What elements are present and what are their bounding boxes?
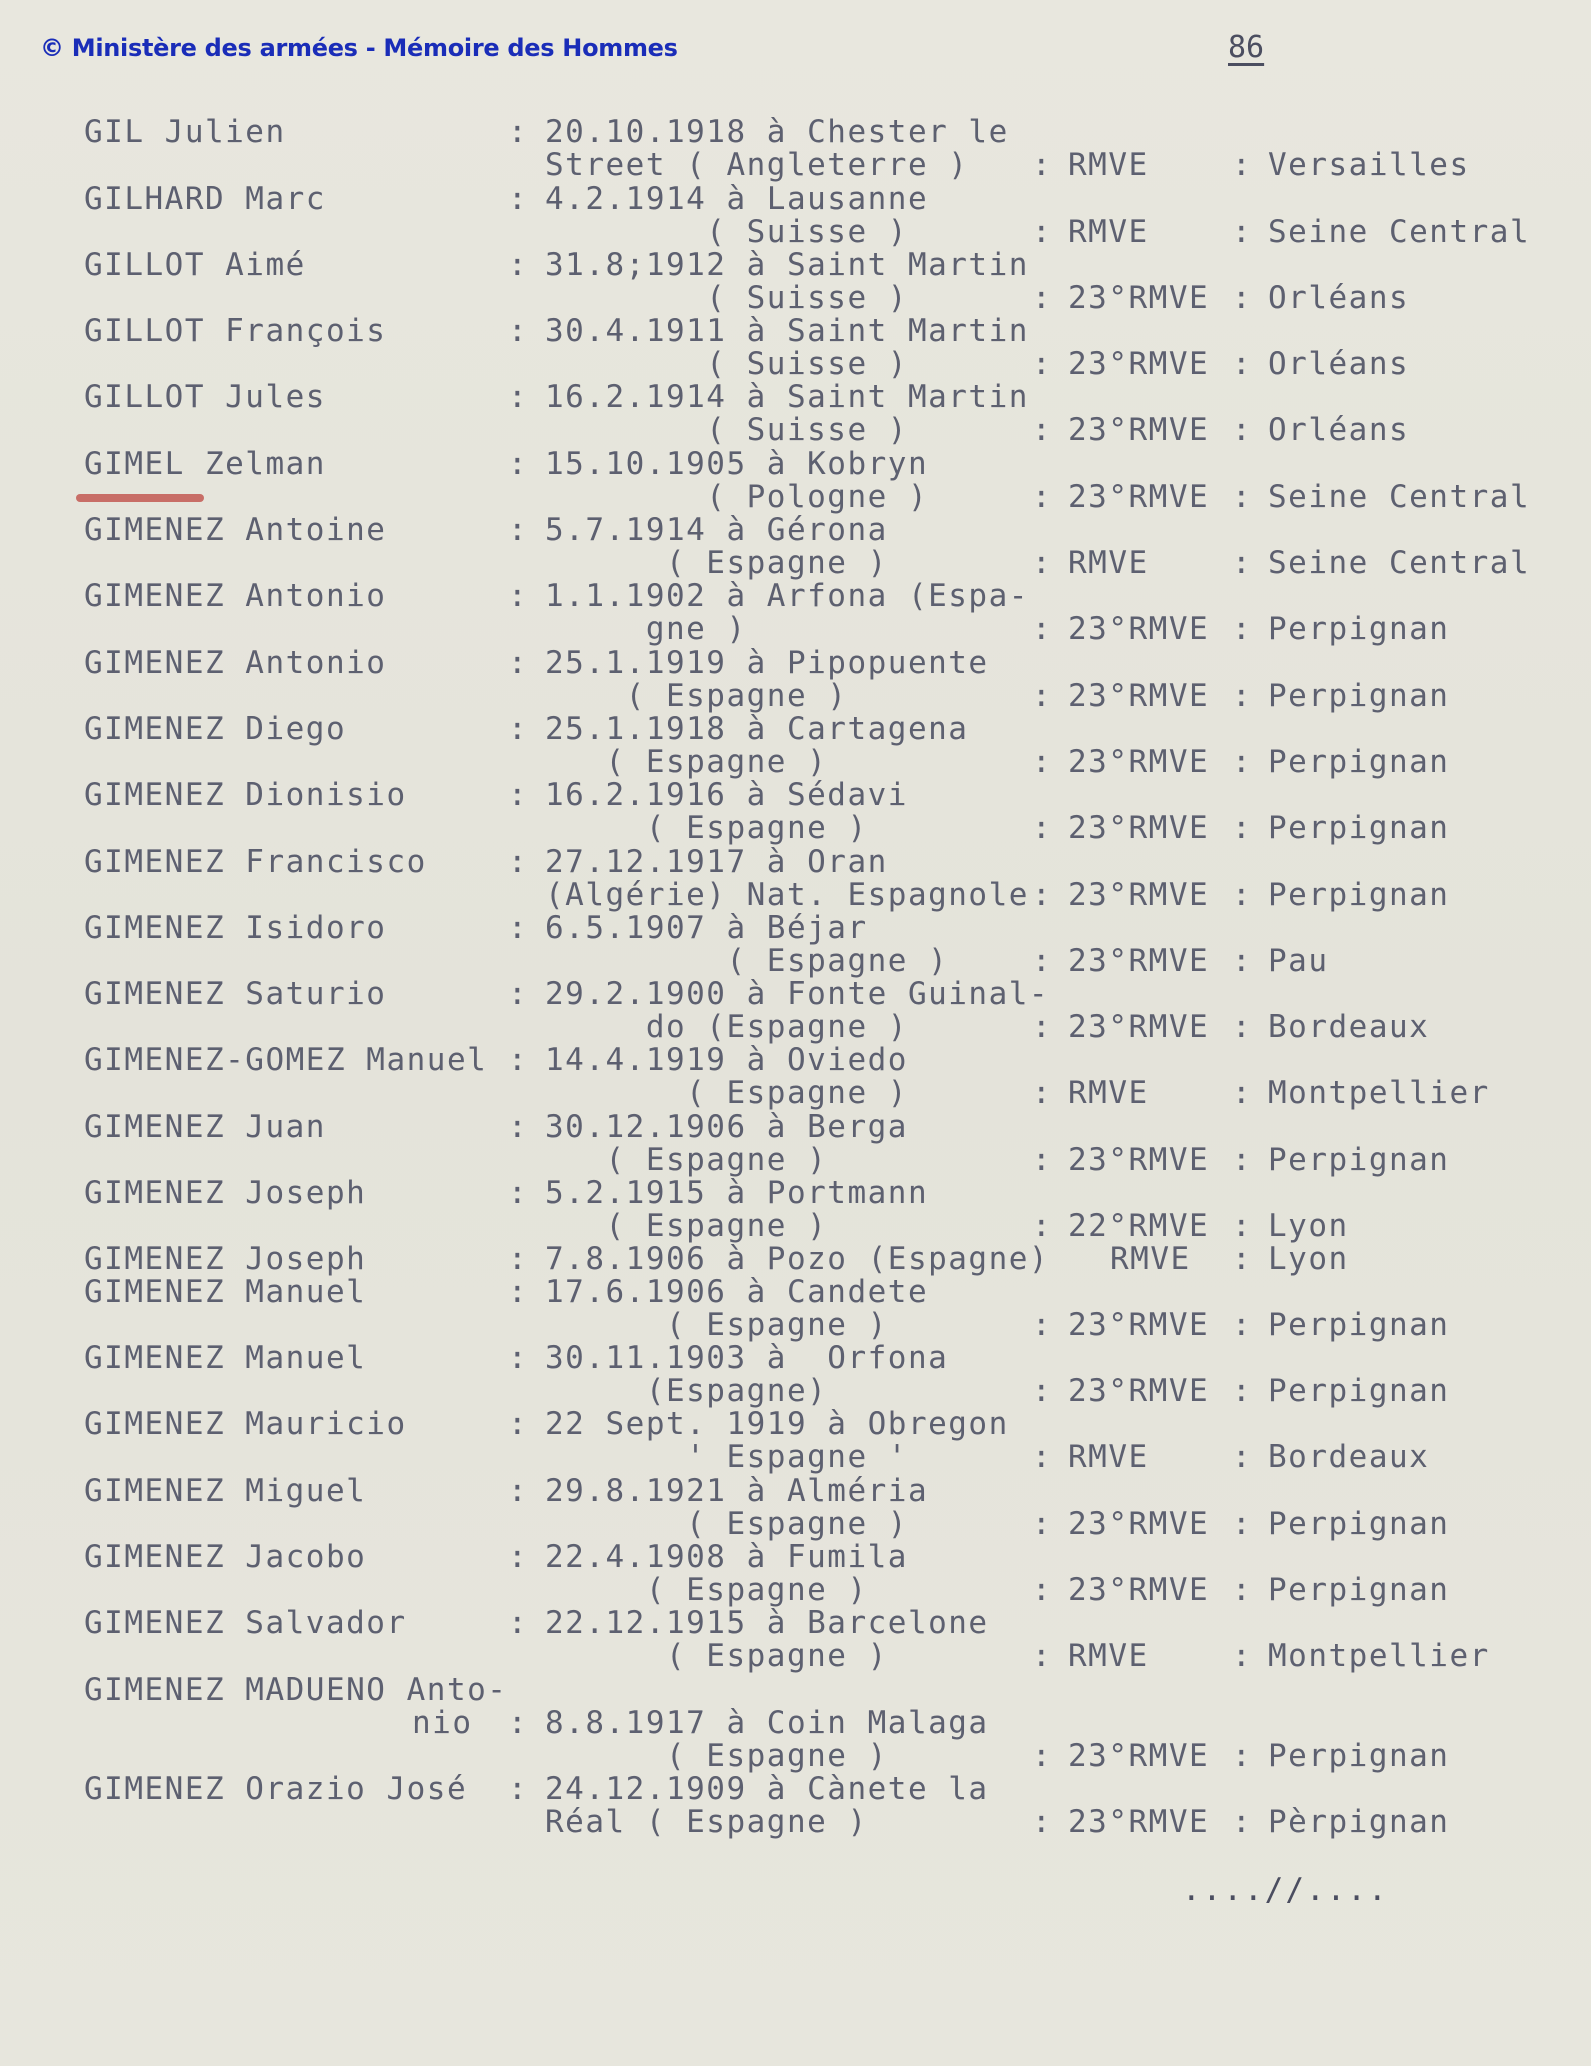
- person-name: GILLOT François: [84, 313, 387, 349]
- person-name: GIMENEZ Joseph: [84, 1241, 367, 1277]
- regiment: 23°RMVE: [1068, 1738, 1210, 1774]
- birth-info-cont: do (Espagne ): [545, 1009, 908, 1045]
- place: Pèrpignan: [1268, 1804, 1450, 1840]
- birth-info: 25.1.1918 à Cartagena: [545, 711, 969, 747]
- separator: :: [1032, 611, 1053, 647]
- separator: :: [1032, 280, 1053, 316]
- person-name: GIMENEZ Joseph: [84, 1175, 367, 1211]
- regiment: 23°RMVE: [1068, 1804, 1210, 1840]
- list-item: [0, 116, 1591, 182]
- birth-info-cont: ( Espagne ): [545, 1638, 888, 1674]
- separator: :: [508, 910, 529, 946]
- birth-info: 27.12.1917 à Oran: [545, 844, 888, 880]
- person-name: GIMENEZ Antonio: [84, 645, 387, 681]
- person-name: GILHARD Marc: [84, 181, 326, 217]
- separator: :: [508, 976, 529, 1012]
- place: Perpignan: [1268, 810, 1450, 846]
- person-name: GIMENEZ Diego: [84, 711, 347, 747]
- place: Perpignan: [1268, 1307, 1450, 1343]
- birth-info-cont: ( Espagne ): [545, 545, 888, 581]
- birth-info-cont: Street ( Angleterre ): [545, 147, 969, 183]
- separator: :: [508, 1539, 529, 1575]
- birth-info: 5.7.1914 à Gérona: [545, 512, 888, 548]
- list-item: [0, 249, 1591, 315]
- separator: :: [1232, 346, 1253, 382]
- separator: :: [508, 446, 529, 482]
- list-item: [0, 1243, 1591, 1276]
- list-item: [0, 912, 1591, 978]
- separator: :: [1032, 810, 1053, 846]
- birth-info-cont: ( Espagne ): [545, 1506, 908, 1542]
- birth-info-cont: ( Suisse ): [545, 346, 908, 382]
- person-name: GIMENEZ Dionisio: [84, 777, 407, 813]
- person-name: GIMENEZ Antonio: [84, 578, 387, 614]
- birth-info: 7.8.1906 à Pozo (Espagne): [545, 1241, 1050, 1277]
- list-item: [0, 647, 1591, 713]
- separator: :: [1232, 1572, 1253, 1608]
- birth-info: 15.10.1905 à Kobryn: [545, 446, 929, 482]
- birth-info: 24.12.1909 à Cànete la: [545, 1771, 989, 1807]
- separator: :: [1232, 1506, 1253, 1542]
- regiment: 23°RMVE: [1068, 810, 1210, 846]
- place: Perpignan: [1268, 1572, 1450, 1608]
- place: Pau: [1268, 943, 1329, 979]
- separator: :: [1232, 280, 1253, 316]
- separator: :: [508, 247, 529, 283]
- birth-info-cont: gne ): [545, 611, 747, 647]
- birth-info: 4.2.1914 à Lausanne: [545, 181, 929, 217]
- separator: :: [1032, 943, 1053, 979]
- separator: :: [1232, 545, 1253, 581]
- person-name: GIMENEZ Mauricio: [84, 1406, 407, 1442]
- birth-info-cont: ( Espagne ): [545, 1572, 868, 1608]
- separator: :: [1232, 1373, 1253, 1409]
- list-item: [0, 448, 1591, 514]
- separator: :: [1232, 744, 1253, 780]
- place: Versailles: [1268, 147, 1470, 183]
- separator: :: [1232, 943, 1253, 979]
- person-name: GIMENEZ Saturio: [84, 976, 387, 1012]
- birth-info-cont: ( Espagne ): [545, 1142, 828, 1178]
- birth-info: 30.4.1911 à Saint Martin: [545, 313, 1029, 349]
- separator: :: [1232, 1208, 1253, 1244]
- birth-info-cont: ( Suisse ): [545, 214, 908, 250]
- birth-info-cont: ( Espagne ): [545, 678, 848, 714]
- place: Perpignan: [1268, 678, 1450, 714]
- regiment: RMVE: [1068, 1439, 1149, 1475]
- separator: :: [1232, 810, 1253, 846]
- separator: :: [1232, 1439, 1253, 1475]
- place: Bordeaux: [1268, 1009, 1430, 1045]
- person-name: GIMENEZ Antoine: [84, 512, 387, 548]
- separator: :: [508, 777, 529, 813]
- list-item: [0, 1607, 1591, 1673]
- list-item: [0, 1475, 1591, 1541]
- person-name: GILLOT Aimé: [84, 247, 306, 283]
- birth-info: 20.10.1918 à Chester le: [545, 114, 1009, 150]
- separator: :: [1032, 744, 1053, 780]
- regiment: 23°RMVE: [1068, 1307, 1210, 1343]
- separator: :: [1232, 214, 1253, 250]
- regiment: RMVE: [1068, 545, 1149, 581]
- separator: :: [508, 1605, 529, 1641]
- regiment: RMVE: [1068, 147, 1149, 183]
- regiment: 23°RMVE: [1068, 678, 1210, 714]
- separator: :: [1032, 1572, 1053, 1608]
- birth-info-cont: (Espagne): [545, 1373, 828, 1409]
- birth-info-cont: ( Espagne ): [545, 810, 868, 846]
- list-item: [0, 846, 1591, 912]
- separator: :: [508, 1175, 529, 1211]
- list-item: [0, 580, 1591, 646]
- continuation-marker: ....//....: [1182, 1872, 1389, 1908]
- regiment: 23°RMVE: [1068, 877, 1210, 913]
- list-item: [0, 1044, 1591, 1110]
- birth-info-cont: (Algérie) Nat. Espagnole: [545, 877, 1029, 913]
- birth-info: 22.12.1915 à Barcelone: [545, 1605, 989, 1641]
- person-name: GIL Julien: [84, 114, 286, 150]
- list-item: [0, 1342, 1591, 1408]
- birth-info-cont: ( Suisse ): [545, 280, 908, 316]
- person-name-cont: nio: [412, 1705, 473, 1741]
- person-name: GIMENEZ Francisco: [84, 844, 427, 880]
- birth-info: 17.6.1906 à Candete: [545, 1274, 929, 1310]
- place: Orléans: [1268, 346, 1410, 382]
- separator: :: [1232, 877, 1253, 913]
- place: Perpignan: [1268, 611, 1450, 647]
- separator: :: [1032, 1142, 1053, 1178]
- separator: :: [508, 1340, 529, 1376]
- copyright-watermark: © Ministère des armées - Mémoire des Hommes: [40, 34, 678, 62]
- birth-info: 29.8.1921 à Alméria: [545, 1473, 929, 1509]
- separator: :: [508, 1241, 529, 1277]
- birth-info: 8.8.1917 à Coin Malaga: [545, 1705, 989, 1741]
- separator: :: [1032, 545, 1053, 581]
- separator: :: [1232, 611, 1253, 647]
- separator: :: [1032, 1638, 1053, 1674]
- birth-info-cont: ( Espagne ): [545, 1075, 908, 1111]
- birth-info-cont: ' Espagne ': [545, 1439, 908, 1475]
- regiment: 23°RMVE: [1068, 1142, 1210, 1178]
- separator: :: [1032, 412, 1053, 448]
- birth-info: 14.4.1919 à Oviedo: [545, 1042, 908, 1078]
- birth-info-cont: ( Espagne ): [545, 744, 828, 780]
- separator: :: [1032, 1506, 1053, 1542]
- place: Orléans: [1268, 280, 1410, 316]
- regiment: 23°RMVE: [1068, 412, 1210, 448]
- separator: :: [1032, 1208, 1053, 1244]
- separator: :: [1032, 1804, 1053, 1840]
- person-name: GIMENEZ Isidoro: [84, 910, 387, 946]
- place: Lyon: [1268, 1208, 1349, 1244]
- list-item: [0, 1276, 1591, 1342]
- list-item: [0, 1177, 1591, 1243]
- list-item-cont: [0, 1707, 1591, 1773]
- separator: :: [1032, 1009, 1053, 1045]
- separator: :: [1032, 1373, 1053, 1409]
- regiment: 23°RMVE: [1068, 1572, 1210, 1608]
- place: Bordeaux: [1268, 1439, 1430, 1475]
- person-name: GIMENEZ Salvador: [84, 1605, 407, 1641]
- regiment: 23°RMVE: [1068, 1373, 1210, 1409]
- birth-info-cont: ( Espagne ): [545, 943, 949, 979]
- separator: :: [1032, 1738, 1053, 1774]
- place: Montpellier: [1268, 1638, 1490, 1674]
- regiment: RMVE: [1068, 214, 1149, 250]
- regiment: 23°RMVE: [1068, 744, 1210, 780]
- separator: :: [508, 1274, 529, 1310]
- separator: :: [508, 313, 529, 349]
- separator: :: [508, 578, 529, 614]
- birth-info: 6.5.1907 à Béjar: [545, 910, 868, 946]
- separator: :: [508, 844, 529, 880]
- regiment: 23°RMVE: [1068, 346, 1210, 382]
- regiment: 23°RMVE: [1068, 1009, 1210, 1045]
- birth-info: 1.1.1902 à Arfona (Espa-: [545, 578, 1029, 614]
- separator: :: [1032, 214, 1053, 250]
- place: Perpignan: [1268, 1738, 1450, 1774]
- list-item: [0, 779, 1591, 845]
- regiment: 23°RMVE: [1068, 280, 1210, 316]
- birth-info: 29.2.1900 à Fonte Guinal-: [545, 976, 1050, 1012]
- person-name: GIMENEZ Orazio José: [84, 1771, 468, 1807]
- birth-info: 16.2.1914 à Saint Martin: [545, 379, 1029, 415]
- birth-info: 25.1.1919 à Pipopuente: [545, 645, 989, 681]
- birth-info-cont: ( Espagne ): [545, 1738, 888, 1774]
- person-name: GILLOT Jules: [84, 379, 326, 415]
- separator: :: [1232, 479, 1253, 515]
- list-item: [0, 1773, 1591, 1839]
- list-item: [0, 978, 1591, 1044]
- place: Seine Central: [1268, 479, 1531, 515]
- place: Lyon: [1268, 1241, 1349, 1277]
- separator: :: [1232, 1307, 1253, 1343]
- person-name: GIMENEZ Jacobo: [84, 1539, 367, 1575]
- person-name: GIMENEZ MADUENO Anto-: [84, 1672, 508, 1708]
- place: Perpignan: [1268, 877, 1450, 913]
- separator: :: [1032, 678, 1053, 714]
- separator: :: [508, 1771, 529, 1807]
- birth-info-cont: ( Espagne ): [545, 1307, 888, 1343]
- place: Seine Central: [1268, 545, 1531, 581]
- separator: :: [1032, 1439, 1053, 1475]
- birth-info-cont: ( Suisse ): [545, 412, 908, 448]
- separator: :: [508, 711, 529, 747]
- regiment: RMVE: [1110, 1241, 1191, 1277]
- regiment: 22°RMVE: [1068, 1208, 1210, 1244]
- person-name: GIMENEZ-GOMEZ Manuel: [84, 1042, 488, 1078]
- separator: :: [508, 512, 529, 548]
- place: Seine Central: [1268, 214, 1531, 250]
- separator: :: [1232, 1638, 1253, 1674]
- birth-info: 30.11.1903 à Orfona: [545, 1340, 949, 1376]
- separator: :: [1032, 1307, 1053, 1343]
- separator: :: [1032, 346, 1053, 382]
- page-number: 86: [1228, 30, 1265, 65]
- separator: :: [1232, 412, 1253, 448]
- list-item: [0, 183, 1591, 249]
- list-item: [0, 1408, 1591, 1474]
- birth-info: 31.8;1912 à Saint Martin: [545, 247, 1029, 283]
- regiment: 23°RMVE: [1068, 611, 1210, 647]
- separator: :: [1232, 1009, 1253, 1045]
- separator: :: [508, 379, 529, 415]
- place: Perpignan: [1268, 1506, 1450, 1542]
- list-item: [0, 1111, 1591, 1177]
- separator: :: [1032, 1075, 1053, 1111]
- list-item: [0, 1541, 1591, 1607]
- separator: :: [508, 1473, 529, 1509]
- place: Perpignan: [1268, 1373, 1450, 1409]
- separator: :: [508, 1705, 529, 1741]
- separator: :: [1232, 1075, 1253, 1111]
- separator: :: [508, 1042, 529, 1078]
- separator: :: [1032, 147, 1053, 183]
- person-name: GIMENEZ Manuel: [84, 1340, 367, 1376]
- place: Montpellier: [1268, 1075, 1490, 1111]
- separator: :: [1232, 1142, 1253, 1178]
- list-item: [0, 713, 1591, 779]
- birth-info: 30.12.1906 à Berga: [545, 1109, 908, 1145]
- birth-info-cont: ( Espagne ): [545, 1208, 828, 1244]
- person-name: GIMENEZ Manuel: [84, 1274, 367, 1310]
- person-name: GIMENEZ Juan: [84, 1109, 326, 1145]
- person-name: GIMENEZ Miguel: [84, 1473, 367, 1509]
- regiment: 23°RMVE: [1068, 943, 1210, 979]
- list-item: [0, 381, 1591, 447]
- list-item: [0, 315, 1591, 381]
- separator: :: [1032, 877, 1053, 913]
- regiment: 23°RMVE: [1068, 1506, 1210, 1542]
- separator: :: [1232, 678, 1253, 714]
- regiment: 23°RMVE: [1068, 479, 1210, 515]
- separator: :: [508, 114, 529, 150]
- separator: :: [1232, 1738, 1253, 1774]
- place: Orléans: [1268, 412, 1410, 448]
- birth-info: 22 Sept. 1919 à Obregon: [545, 1406, 1009, 1442]
- separator: :: [1232, 147, 1253, 183]
- place: Perpignan: [1268, 1142, 1450, 1178]
- separator: :: [1032, 479, 1053, 515]
- birth-info: 16.2.1916 à Sédavi: [545, 777, 908, 813]
- separator: :: [1232, 1241, 1253, 1277]
- birth-info-cont: ( Pologne ): [545, 479, 929, 515]
- birth-info: 5.2.1915 à Portmann: [545, 1175, 929, 1211]
- regiment: RMVE: [1068, 1075, 1149, 1111]
- separator: :: [508, 1109, 529, 1145]
- birth-info: 22.4.1908 à Fumila: [545, 1539, 908, 1575]
- separator: :: [1232, 1804, 1253, 1840]
- person-name: GIMEL Zelman: [84, 446, 326, 482]
- regiment: RMVE: [1068, 1638, 1149, 1674]
- list-item: [0, 514, 1591, 580]
- birth-info-cont: Réal ( Espagne ): [545, 1804, 868, 1840]
- place: Perpignan: [1268, 744, 1450, 780]
- separator: :: [508, 645, 529, 681]
- separator: :: [508, 1406, 529, 1442]
- separator: :: [508, 181, 529, 217]
